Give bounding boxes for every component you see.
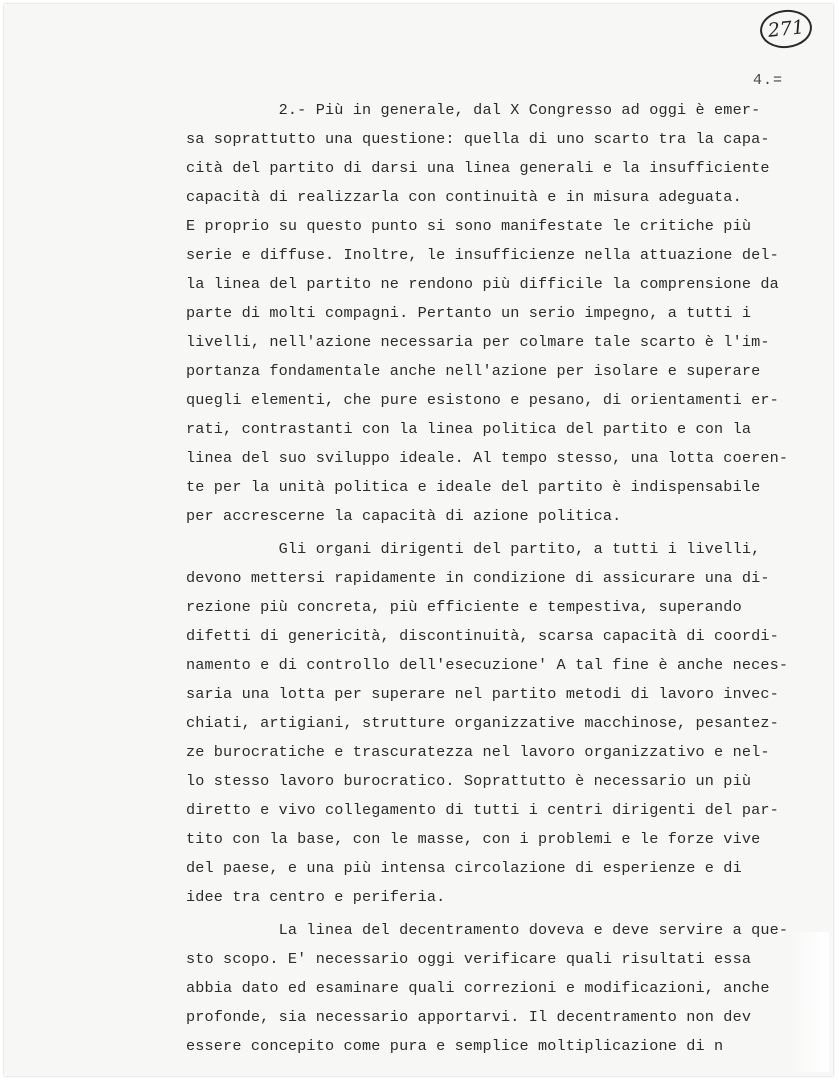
text-line: Gli organi dirigenti del partito, a tutti i livelli, [186, 540, 761, 558]
text-line: idee tra centro e periferia. [186, 888, 446, 906]
text-line: capacità di realizzarla con continuità e in misura adeguata. [186, 188, 742, 206]
text-line: per accrescerne la capacità di azione politica. [186, 507, 622, 525]
text-line: difetti di genericità, discontinuità, scarsa capacità di coordi- [186, 627, 779, 645]
text-line: la linea del partito ne rendono più difficile la comprensione da [186, 275, 779, 293]
paragraph-1 [186, 96, 826, 531]
text-line: sa soprattutto una questione: quella di uno scarto tra la capa- [186, 130, 770, 148]
text-line: linea del suo sviluppo ideale. Al tempo stesso, una lotta coeren- [186, 449, 789, 467]
text-line: portanza fondamentale anche nell'azione per isolare e superare [186, 362, 761, 380]
text-line: 2.- Più in generale, dal X Congresso ad oggi è emer- [186, 101, 761, 119]
document-body [186, 96, 826, 1061]
text-line: rati, contrastanti con la linea politica del partito e con la [186, 420, 752, 438]
text-line: essere concepito come pura e semplice moltiplicazione di n [186, 1037, 724, 1055]
text-line: abbia dato ed esaminare quali correzioni e modificazioni, anche [186, 979, 770, 997]
page-number: 4.= [753, 72, 784, 89]
text-line: sto scopo. E' necessario oggi verificare quali risultati essa [186, 950, 752, 968]
text-line: E proprio su questo punto si sono manifestate le critiche più [186, 217, 752, 235]
text-line: lo stesso lavoro burocratico. Soprattutto è necessario un più [186, 772, 752, 790]
text-line: La linea del decentramento doveva e deve servire a que- [186, 921, 789, 939]
text-line: del paese, e una più intensa circolazione di esperienze e di [186, 859, 742, 877]
text-line: serie e diffuse. Inoltre, le insufficienze nella attuazione del- [186, 246, 779, 264]
text-line: cità del partito di darsi una linea generali e la insufficiente [186, 159, 770, 177]
paragraph-2 [186, 535, 826, 912]
text-line: devono mettersi rapidamente in condizione di assicurare una di- [186, 569, 770, 587]
text-line: te per la unità politica e ideale del partito è indispensabile [186, 478, 761, 496]
paragraph-3 [186, 916, 826, 1061]
text-line: ze burocratiche e trascuratezza nel lavoro organizzativo e nel- [186, 743, 770, 761]
text-line: livelli, nell'azione necessaria per colmare tale scarto è l'im- [186, 333, 770, 351]
text-line: namento e di controllo dell'esecuzione' A tal fine è anche neces- [186, 656, 789, 674]
text-line: chiati, artigiani, strutture organizzative macchinose, pesantez- [186, 714, 779, 732]
text-line: quegli elementi, che pure esistono e pesano, di orientamenti er- [186, 391, 779, 409]
text-line: saria una lotta per superare nel partito metodi di lavoro invec- [186, 685, 779, 703]
text-line: rezione più concreta, più efficiente e tempestiva, superando [186, 598, 742, 616]
text-line: diretto e vivo collegamento di tutti i centri dirigenti del par- [186, 801, 779, 819]
text-line: profonde, sia necessario apportarvi. Il decentramento non dev [186, 1008, 752, 1026]
archive-page-stamp-number: 271 [766, 16, 806, 42]
text-line: parte di molti compagni. Pertanto un serio impegno, a tutti i [186, 304, 752, 322]
text-line: tito con la base, con le masse, con i problemi e le forze vive [186, 830, 761, 848]
